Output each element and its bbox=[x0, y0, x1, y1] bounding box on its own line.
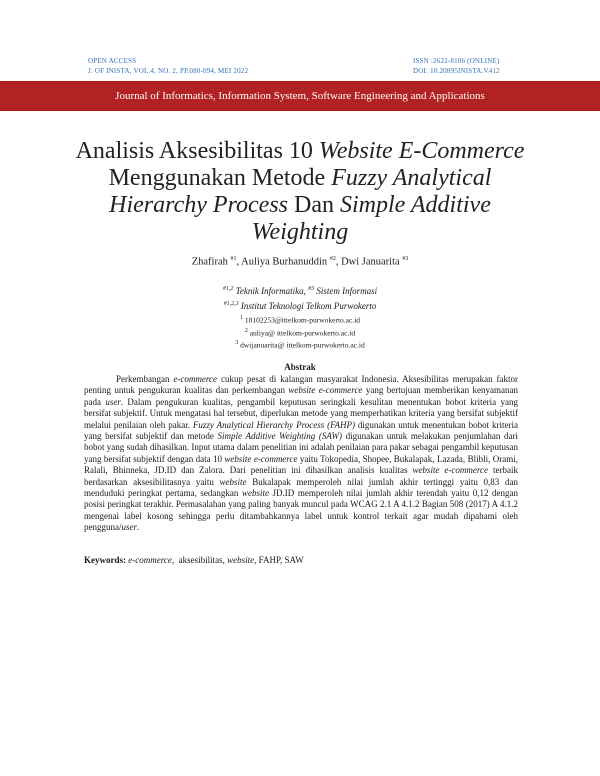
paper-title: Analisis Aksesibilitas 10 Website E-Commerce Menggunakan Metode Fuzzy Analytical Hierarchy Process Dan Simple Additive Weighting bbox=[75, 138, 525, 245]
journal-meta-left bbox=[88, 56, 248, 76]
email-list bbox=[0, 313, 600, 351]
author-name: Auliya Burhanuddin bbox=[241, 256, 328, 268]
keywords-line: Keywords: e-commerce, aksesibilitas, website, FAHP, SAW bbox=[84, 555, 304, 565]
journal-reference: J. OF INISTA, VOL.4, NO. 2, PP.080-094, MEI 2022 bbox=[88, 67, 249, 75]
journal-meta-right bbox=[413, 56, 500, 76]
open-access-label: OPEN ACCESS bbox=[88, 57, 137, 65]
author-name: Zhafirah bbox=[191, 256, 228, 268]
issn-label: ISSN :2622-8106 (ONLINE) bbox=[413, 57, 500, 65]
abstract-heading: Abstrak bbox=[284, 362, 316, 372]
doi-link[interactable]: DOI: 10.20895INISTA.V412 bbox=[413, 67, 500, 75]
author-list: Zhafirah $^{\#1}$, Auliya Burhanuddin $^{\#2}$, Dwi Januarita $^{\#3}$ bbox=[191, 256, 409, 268]
affiliation-list bbox=[0, 283, 600, 313]
affiliation-line: $^{\#1,2}$ Teknik Informatika, $^{\#3}$ Sistem Informasi bbox=[222, 286, 378, 296]
keywords-label: Keywords: bbox=[84, 555, 126, 565]
abstract-body: Perkembangan e-commerce cukup pesat di kalangan masyarakat Indonesia. Aksesibilitas merupakan faktor penting untuk pengukuran kualitas dan perkembangan website e-commerce yang bertujuan memberikan kenyamanan pada user. Dalam pengukuran kualitas, pengambil keputusan seringkali kesulitan menentukan bobot kriteria yang bersifat subjektif. Untuk mengatasi hal tersebut, diperlukan metode yang memperhatikan kriteria yang bersifat subjektif melalui penilaian oleh pakar. Fuzzy Analytical Hierarchy Process (FAHP) digunakan untuk menentukan bobot kriteria yang bersifat subjektif dan metode Simple Additive Weighting (SAW) digunakan untuk melakukan penjumlahan dari bobot yang sudah dihasilkan. Input utama dalam penelitian ini adalah penilaian para pakar sebagai pengambil keputusan yang bersifat subjektif dengan data 10 website e-commerce yaitu Tokopedia, Shopee, Bukalapak, Lazada, Blibli, Orami, Ralali, Bhinneka, JD.ID dan Zalora. Dari penelitian ini dihasilkan analisis kualitas website e-commerce terbaik berdasarkan aksesibilitasnya yaitu website Bukalapak memperoleh nilai jumlah akhir tertinggi yaitu 0,83 dan menduduki peringkat pertama, sedangkan website JD.ID memperoleh nilai jumlah akhir terendah yaitu 0,12 dengan posisi peringkat terakhir. Permasalahan yang paling banyak muncul pada WCAG 2.1 A 4.1.2 Bagian 508 (2017) A 4.1.2 mengenai label kosong sehingga perlu ditambahkannya label untuk kontrol terkait agar mudah dipahami oleh pengguna/user. bbox=[84, 374, 519, 533]
author-email: $^3$ dwijanuarita@ ittelkom-purwokerto.ac.id bbox=[235, 340, 365, 350]
author-email: $^2$ auliya@ ittelkom-purwokerto.ac.id bbox=[244, 327, 356, 337]
journal-banner: Journal of Informatics, Information System, Software Engineering and Applications bbox=[0, 81, 600, 111]
author-email: $^1$ 18102253@ittelkom-purwokerto.ac.id bbox=[239, 315, 361, 325]
author-name: Dwi Januarita bbox=[341, 256, 400, 268]
affiliation-line: $^{\#1,2,3}$ Institut Teknologi Telkom Purwokerto bbox=[223, 301, 377, 311]
